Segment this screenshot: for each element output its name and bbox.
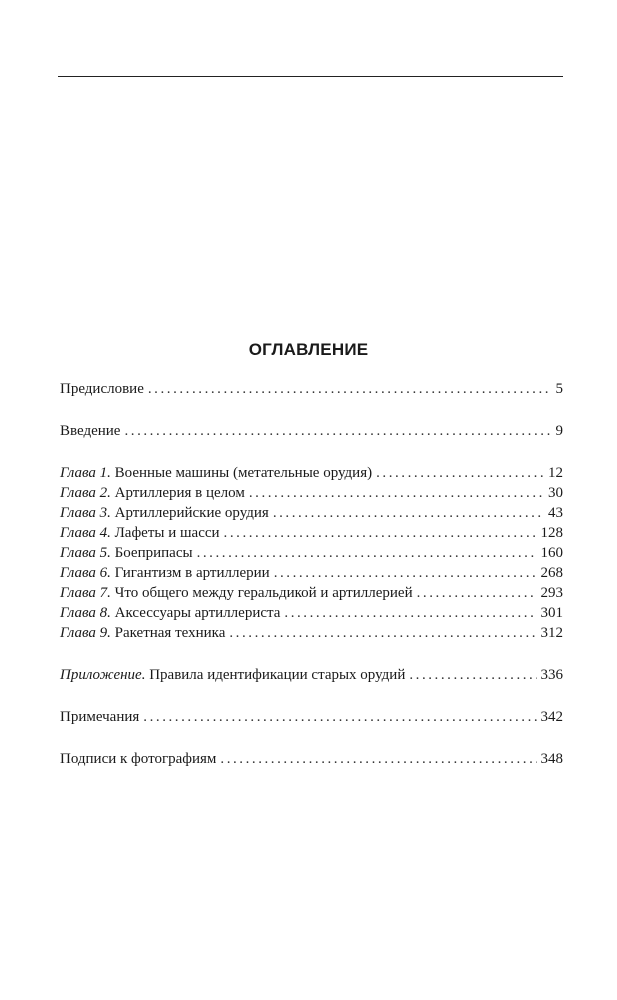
toc-entry-label: Подписи к фотографиям — [60, 751, 217, 767]
toc-title: ОГЛАВЛЕНИЕ — [248, 340, 369, 359]
header-rule — [58, 76, 563, 77]
toc-entry-page: 43 — [548, 505, 563, 521]
toc-entry-chapter-3[interactable] — [60, 503, 563, 523]
toc-entry-label: Примечания — [60, 709, 140, 725]
chapter-prefix: Глава 6. — [60, 565, 111, 581]
chapter-title: Лафеты и шасси — [114, 525, 220, 541]
chapter-prefix: Глава 8. — [60, 605, 111, 621]
chapter-title: Артиллерийские орудия — [114, 505, 269, 521]
toc-entry-notes[interactable] — [60, 707, 563, 727]
toc-entry-chapter-2[interactable] — [60, 483, 563, 503]
chapter-prefix: Глава 9. — [60, 625, 111, 641]
toc-entry-page: 9 — [555, 423, 563, 439]
dot-leader — [249, 483, 544, 503]
dot-leader — [273, 503, 544, 523]
dot-leader — [143, 707, 536, 727]
dot-leader — [148, 379, 552, 399]
dot-leader — [124, 421, 551, 441]
chapter-title: Военные машины (метательные орудия) — [114, 465, 373, 481]
chapter-title: Ракетная техника — [114, 625, 226, 641]
chapter-prefix: Глава 7. — [60, 585, 111, 601]
toc-entry-page: 268 — [540, 565, 563, 581]
toc-entry-page: 293 — [540, 585, 563, 601]
toc-entry-page: 30 — [548, 485, 563, 501]
dot-leader — [376, 463, 544, 483]
dot-leader — [224, 523, 537, 543]
chapter-title: Артиллерия в целом — [114, 485, 245, 501]
toc-entry-page: 160 — [540, 545, 563, 561]
dot-leader — [229, 623, 536, 643]
toc-entry-preface[interactable] — [60, 379, 563, 399]
toc-entry-page: 128 — [540, 525, 563, 541]
chapter-prefix: Глава 3. — [60, 505, 111, 521]
toc-entry-introduction[interactable] — [60, 421, 563, 441]
toc-entry-appendix[interactable] — [60, 665, 563, 685]
toc-entry-page: 336 — [540, 667, 563, 683]
toc-entry-photo-captions[interactable] — [60, 749, 563, 769]
toc-entry-chapter-5[interactable] — [60, 543, 563, 563]
dot-leader — [197, 543, 537, 563]
dot-leader — [220, 749, 536, 769]
table-of-contents — [60, 379, 563, 769]
chapter-title: Что общего между геральдикой и артиллерией — [114, 585, 413, 601]
chapter-prefix: Глава 2. — [60, 485, 111, 501]
chapter-title: Боеприпасы — [114, 545, 193, 561]
toc-entry-label: Предисловие — [60, 381, 144, 397]
toc-entry-page: 348 — [540, 751, 563, 767]
appendix-prefix: Приложение. — [60, 667, 146, 683]
chapter-title: Аксессуары артиллериста — [114, 605, 281, 621]
toc-entry-chapter-1[interactable] — [60, 463, 563, 483]
toc-entry-page: 5 — [555, 381, 563, 397]
dot-leader — [284, 603, 536, 623]
toc-entry-chapter-7[interactable] — [60, 583, 563, 603]
chapter-prefix: Глава 4. — [60, 525, 111, 541]
toc-entry-chapter-9[interactable] — [60, 623, 563, 643]
dot-leader — [417, 583, 537, 603]
chapter-prefix: Глава 5. — [60, 545, 111, 561]
chapter-prefix: Глава 1. — [60, 465, 111, 481]
toc-entry-chapter-8[interactable] — [60, 603, 563, 623]
toc-entry-label: Введение — [60, 423, 121, 439]
toc-entry-chapter-4[interactable] — [60, 523, 563, 543]
toc-entry-page: 12 — [548, 465, 563, 481]
toc-entry-chapter-6[interactable] — [60, 563, 563, 583]
chapter-title: Гигантизм в артиллерии — [114, 565, 270, 581]
toc-entry-page: 342 — [540, 709, 563, 725]
dot-leader — [274, 563, 537, 583]
appendix-title: Правила идентификации старых орудий — [149, 667, 406, 683]
dot-leader — [409, 665, 536, 685]
toc-entry-page: 312 — [540, 625, 563, 641]
toc-entry-page: 301 — [540, 605, 563, 621]
